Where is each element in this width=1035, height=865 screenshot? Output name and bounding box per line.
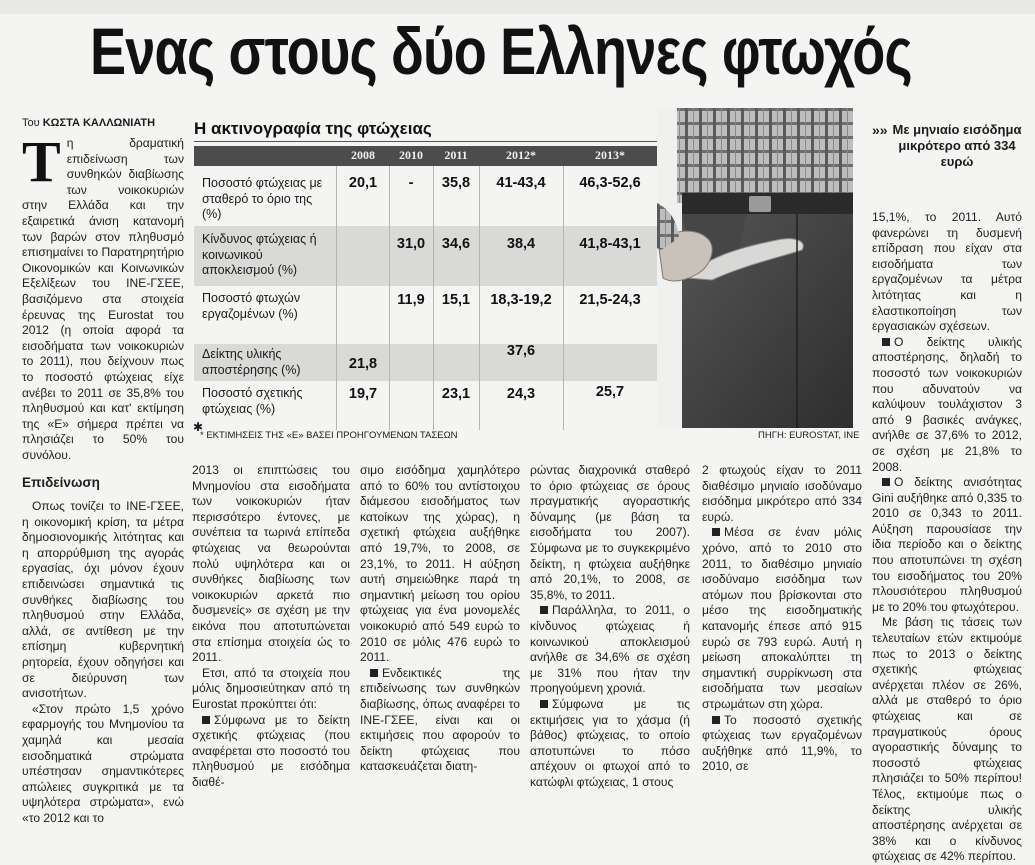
asterisk-icon: ✱ [193,420,204,434]
col4-bullet: Παράλληλα, το 2011, ο κίνδυνος φτώχειας ή κοινωνικού αποκλεισμού ανήλθε σε 34,6% σε σχέση με 31% που ήταν την προηγούμενη χρονιά. [530,603,690,696]
row-label: Κίνδυνος φτώχειας ή κοινωνικού αποκλεισμού (%) [202,232,317,277]
table-cell: 11,9 [397,292,425,308]
table-cell: 20,1 [348,175,378,191]
row-label: Ποσοστό φτώχειας με σταθερό το όριο της (%) [202,176,323,221]
table-source: ΠΗΓΗ: EUROSTAT, INE [758,430,860,441]
bullet-square-icon [712,528,720,536]
pull-quote [872,122,1022,170]
dropcap: Τ [22,129,61,194]
table-divider [336,166,337,430]
col4-paragraph: ρώντας διαχρονικά σταθερό το όριο φτώχειας σε όρους πραγματικής αγοραστικής δύναμης (με βάση τα εισοδήματα του 2007). Σύμφωνα με το συγκεκριμένο δείκτη, η φτώχεια αυξήθηκε από 20,1%, το 2008, σε 35,8%, το 2011. [530,463,690,602]
col5-bullet: Μέσα σε έναν μόλις χρόνο, από το 2010 στο 2011, το διαθέσιμο μηνιαίο ισοδύναμο εισόδημα των ατόμων που βρίσκονται στο μέσο της εισοδηματικής κατανομής έπεσε από 915 ευρώ σε 793 ευρώ. Αυτή η μείωση αποκαλύπτει τη σημαντική συρρίκνωση στα εισοδήματα των μεσαίων στρωμάτων στη χώρα. [702,525,862,711]
poverty-table [194,146,657,430]
bullet-square-icon [712,716,720,724]
table-header [194,146,657,166]
bullet-square-icon [370,669,378,677]
table-divider [479,166,480,430]
article-column-4 [530,463,690,790]
article-column-3 [360,463,520,775]
intro-paragraph [22,129,184,463]
byline [22,117,155,129]
article-column-1 [22,129,184,827]
col-header-2010: 2010 [399,148,423,162]
row-label: Ποσοστό σχετικής φτώχειας (%) [202,386,303,416]
row-label: Ποσοστό φτωχών εργαζομένων (%) [202,291,301,321]
col1-paragraph: «Στον πρώτο 1,5 χρόνο εφαρμογής του Μνημονίου τα χαμηλά και μεσαία εισοδηματικά στρώματα υπέστησαν σημαντικότερες απώλειες συγκριτικά με τα υψηλότερα στρώματα», ενώ «το 2012 και το [22,701,184,825]
bullet-square-icon [540,606,548,614]
col6-paragraph: 15,1%, το 2011. Αυτό φανερώνει τη δυσμενή επίδραση που είχαν στα εισοδήματα των εργαζομένων τα μέτρα λιτότητας και η ελαστικοποίηση των εργασιακών σχέσεων. [872,210,1022,334]
table-note: * ΕΚΤΙΜΗΣΕΙΣ ΤΗΣ «Ε» ΒΑΣΕΙ ΠΡΟΗΓΟΥΜΕΝΩΝ ΤΑΣΕΩΝ [200,430,458,441]
col3-bullet: Ενδεικτικές της επιδείνωσης των συνθηκών διαβίωσης, όπως αναφέρει το ΙΝΕ-ΓΣΕΕ, είναι και οι εκτιμήσεις που αφορούν το δείκτη φτώχειας που κατασκευάζεται διατη- [360,665,520,774]
col6-tail: Με βάση τις τάσεις των τελευταίων ετών εκτιμούμε πως το 2013 ο δείκτης σχετικής φτώχειας ανέρχεται πλέον σε 26%, αλλά με σταθερό το όριο φτώχειας και σε πραγματικούς όρους αγοραστικής δύναμης το ποσοστό φτώχειας πλησιάζει το 50% περίπου! Τέλος, εκτιμούμε πως ο δείκτης υλικής αποστέρησης ανέρχεται σε 38% και ο κίνδυνος φτώχειας σε 42% περίπου. [872,615,1022,864]
col4-bullet: Σύμφωνα με τις εκτιμήσεις για το χάσμα (ή βάθος) φτώχειας, το οποίο αποτυπώνει το πόσο απέχουν οι φτωχοί από το κατώφλι φτώχειας, 1 στους [530,696,690,789]
table-divider [433,166,434,430]
infographic-title: Η ακτινογραφία της φτώχειας [194,119,432,138]
table-cell: 41-43,4 [496,175,546,191]
table-cell: 38,4 [506,236,536,252]
col2-paragraph: 2013 οι επιπτώσεις του Μνημονίου στα εισοδήματα των νοικοκυριών ήταν περισσότερο έντονες, με συνέπεια τα τωρινά επίπεδα φτώχειας να θεωρούνται πολύ υψηλότερα και οι συνθήκες διαβίωσης των νοικοκυριών αρκετά πιο δυσμενείς» σε σχέση με την εικόνα που αποτυπώνεται στα επίσημα στοιχεία ώς το 2011. [192,463,350,665]
table-cell: 37,6 [506,343,536,359]
table-row [194,166,657,226]
table-cell: 46,3-52,6 [579,175,641,191]
col5-paragraph: 2 φτωχούς είχαν το 2011 διαθέσιμο μηνιαίο ισοδύναμο εισόδημα μικρότερο από 334 ευρώ. [702,463,862,524]
table-cell: 18,3-19,2 [490,292,552,308]
table-cell: 21,5-24,3 [579,292,641,308]
table-cell: 21,8 [348,356,378,372]
col2-bullet: Σύμφωνα με το δείκτη σχετικής φτώχειας (που αναφέρεται στο ποσοστό του πληθυσμού με εισόδημα διαθέ- [192,712,350,789]
article-column-6 [872,210,1022,865]
col-header-2012: 2012* [506,148,536,162]
table-cell: 31,0 [396,236,426,252]
col2-paragraph: Ετσι, από τα στοιχεία που μόλις δημοσιεύτηκαν από τη Eurostat προκύπτει ότι: [192,665,350,711]
col-header-2013: 2013* [595,148,625,162]
table-cell: - [408,175,414,191]
headline: Ενας στους δύο Ελληνες φτωχός [90,14,912,88]
table-row [194,286,657,344]
bullet-square-icon [882,478,890,486]
table-cell: 25,7 [595,384,625,400]
col5-bullet: Το ποσοστό σχετικής φτώχειας των εργαζομένων αυξήθηκε από 11,9%, το 2010, σε [702,712,862,774]
byline-prefix: Του [22,117,40,129]
col3-paragraph: σιμο εισόδημα χαμηλότερο από το 60% του αντίστοιχου διάμεσου εισοδήματος των κατοίκων της χώρας), η σχετική φτώχεια αυξήθηκε από 19,7%, το 2008, σε 23,1%, το 2011. Η αύξηση αυτή σημειώθηκε παρά τη σημαντική μείωση του ορίου φτώχειας για ένα μονομελές νοικοκυριό από 549 ευρώ το 2010 σε μόλις 476 ευρώ το 2011. [360,463,520,665]
col6-bullet: Ο δείκτης υλικής αποστέρησης, δηλαδή το ποσοστό των νοικοκυριών που αδυνατούν να καλύψουν τουλάχιστον 3 από 9 βασικές ανάγκες, ανήλθε σε 37,6% το 2012, σε σχέση με 21,8% το 2008. [872,334,1022,474]
col-header-2011: 2011 [444,148,468,162]
empty-pocket-photo [657,108,853,428]
table-cell: 35,8 [441,175,471,191]
bullet-square-icon [540,700,548,708]
table-cell: 19,7 [348,386,378,402]
col1-paragraph: Οπως τονίζει το ΙΝΕ-ΓΣΕΕ, η οικονομική κρίση, τα μέτρα δημοσιονομικής λιτότητας και η απορρύθμιση της αγοράς εργασίας, όχι μόνον έχουν επιδεινώσει σημαντικά τις συνθήκες διαβίωσης του πληθυσμού στην Ελλάδα, αλλά, σε αντίθεση με την επίσημη κυβερνητική ρητορεία, έχουν οδηγήσει και σε διεύρυνση των ανισοτήτων. [22,499,184,701]
article-column-5 [702,463,862,775]
table-cell: 23,1 [441,386,471,402]
table-cell: 34,6 [441,236,471,252]
table-row [194,226,657,286]
table-row [194,344,657,381]
bullet-square-icon [882,338,890,346]
table-row [194,381,657,430]
intro-text: η δραματική επιδείνωση των συνθηκών διαβίωσης των νοικοκυριών στην Ελλάδα και την εξαιρετικά άνιση κατανομή των βαρών στον πληθυσμό επισημαίνει το Παρατηρητήριο Οικονομικών και Κοινωνικών Εξελίξεων του ΙΝΕ-ΓΣΕΕ, βασιζόμενο στα στοιχεία έρευνας της Eurostat του 2012 (η οποία αφορά τα εισοδήματα των νοικοκυριών το 2011), που δείχνουν πως το ποσοστό φτώχειας είχε ανέβει το 2011 σε 35,8% του πληθυσμού και κατ' εκτίμηση της «Ε» σήμερα πρέπει να πλησιάζει το 50% του συνόλου. [22,136,184,462]
table-divider [563,166,564,430]
section-subhead: Επιδείνωση [22,475,100,491]
pull-quote-text: Με μηνιαίο εισόδημα μικρότερο από 334 ευρώ [892,122,1022,169]
bullet-square-icon [202,716,210,724]
row-label: Δείκτης υλικής αποστέρησης (%) [202,347,301,377]
byline-author: ΚΩΣΤΑ ΚΑΛΛΩΝΙΑΤΗ [42,117,156,129]
table-divider [389,166,390,430]
table-cell: 15,1 [441,292,471,308]
empty-pocket-illustration [657,108,853,428]
col-header-2008: 2008 [351,148,375,162]
pull-quote-mark: »» [872,122,888,138]
table-cell: 24,3 [506,386,536,402]
table-cell: 41,8-43,1 [579,236,641,252]
col6-bullet: Ο δείκτης ανισότητας Gini αυξήθηκε από 0,335 το 2010 σε 0,343 το 2011. Αύξηση παρουσίασε την ίδια περίοδο και ο δείκτης που αποτυπώνει τη σχέση του εισοδήματος του 20% πλουσιότερου πληθυσμού με το 20% του φτωχότερου. [872,475,1022,614]
article-column-2 [192,463,350,790]
